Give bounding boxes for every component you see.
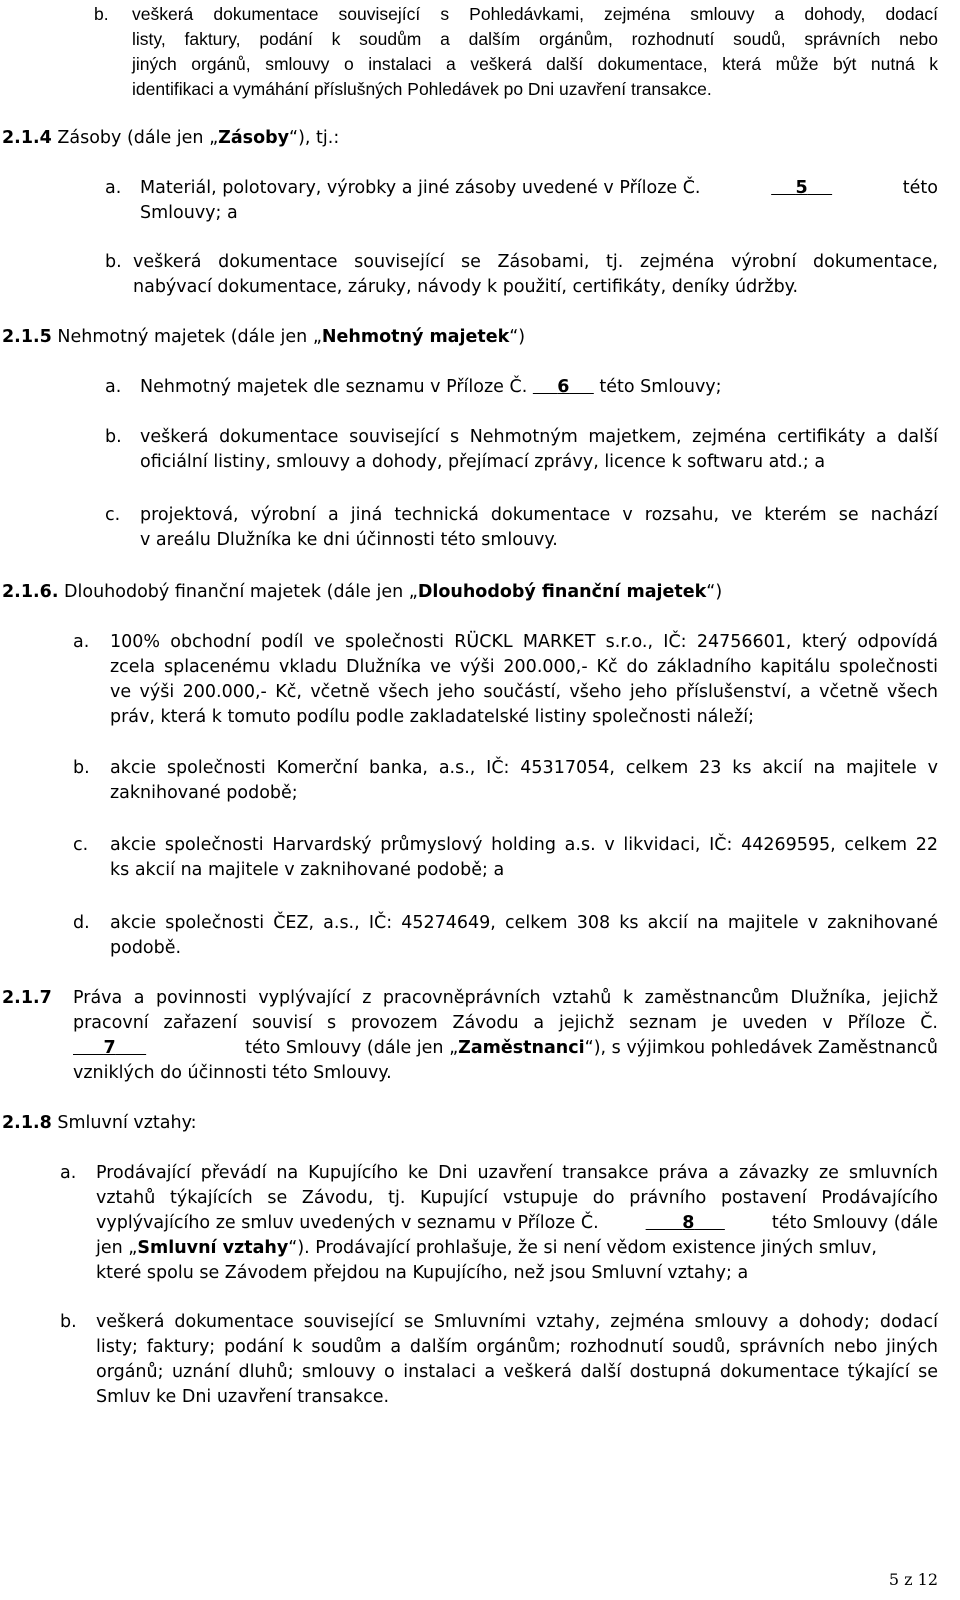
annex-number-blank: 7 — [103, 1038, 116, 1058]
text-line: listy, faktury, podání k soudům a dalším orgánům, rozhodnutí soudů, správních nebo — [132, 29, 938, 49]
list-item-2-1-4-a: a. Materiál, polotovary, výrobky a jiné zásoby uvedené v Příloze Č. 5 této Smlouvy; a — [105, 176, 938, 226]
section-number: 2.1.8 — [2, 1113, 52, 1133]
section-number: 2.1.7 — [2, 988, 52, 1008]
text-line: veškerá dokumentace související se Zásobami, tj. zejména výrobní dokumentace, — [133, 252, 938, 272]
text-line: akcie společnosti Komerční banka, a.s., IČ: 45317054, celkem 23 ks akcií na majitele v — [110, 758, 938, 778]
section-heading-2-1-4: 2.1.4 Zásoby (dále jen „Zásoby“), tj.: — [2, 128, 340, 148]
text-line: oficiální listiny, smlouvy a dohody, přejímací zprávy, licence k softwaru atd.; a — [140, 452, 826, 472]
list-item-2-1-6-a — [73, 630, 938, 730]
defined-term: Nehmotný majetek — [321, 327, 510, 347]
section-heading-2-1-6: 2.1.6. Dlouhodobý finanční majetek (dále jen „Dlouhodobý finanční majetek“) — [2, 582, 723, 602]
annex-number-blank: 5 — [795, 178, 808, 198]
text-line: nabývací dokumentace, záruky, návody k použití, certifikáty, deníky údržby. — [133, 277, 799, 297]
list-item-2-1-5-a: a. Nehmotný majetek dle seznamu v Příloze Č. 6 této Smlouvy; — [105, 375, 938, 400]
defined-term: Smluvní vztahy — [137, 1238, 289, 1258]
item-label: a. — [105, 377, 122, 397]
item-label: a. — [73, 632, 90, 652]
text-line: které spolu se Závodem přejdou na Kupujícího, než jsou Smluvní vztahy; a — [96, 1263, 749, 1283]
text-line: 100% obchodní podíl ve společnosti RÜCKL MARKET s.r.o., IČ: 24756601, který odpovídá — [110, 632, 938, 652]
annex-number-blank: 6 — [557, 377, 570, 397]
text-line: podobě. — [110, 938, 182, 958]
text-line: jiných orgánů, smlouvy o instalaci a veškerá další dokumentace, která může být nutná k — [132, 54, 938, 74]
section-heading-2-1-8: 2.1.8 Smluvní vztahy: — [2, 1113, 197, 1133]
section-number: 2.1.5 — [2, 327, 52, 347]
list-item-2-1-4-b — [105, 250, 938, 300]
list-item-2-1-6-c — [73, 833, 938, 883]
text-line: zaknihované podobě; — [110, 783, 298, 803]
text-line: v areálu Dlužníka ke dni účinnosti této smlouvy. — [140, 530, 558, 550]
item-label: a. — [105, 178, 122, 198]
section-number: 2.1.4 — [2, 128, 52, 148]
text-line: Smlouvy; a — [140, 203, 238, 223]
text-line: veškerá dokumentace související s Nehmotným majetkem, zejména certifikáty a další — [140, 427, 938, 447]
text-line: projektová, výrobní a jiná technická dokumentace v rozsahu, ve kterém se nachází — [140, 505, 938, 525]
list-item-2-1-5-b — [105, 425, 938, 475]
text-line: veškerá dokumentace související s Pohledávkami, zejména smlouvy a dohody, dodací — [132, 4, 938, 24]
annex-number-blank: 8 — [682, 1213, 695, 1233]
text-line: orgánů; uznání dluhů; smlouvy o instalaci a veškerá další dostupná dokumentace týkající se — [96, 1362, 938, 1382]
item-label: c. — [105, 505, 121, 525]
page-number: 5 z 12 — [888, 1570, 938, 1589]
text-line: pracovní zařazení souvisí s provozem Závodu a jejichž seznam je uveden v Příloze Č. — [73, 1013, 938, 1033]
item-label: d. — [73, 913, 90, 933]
item-label: a. — [60, 1163, 77, 1183]
section-number: 2.1.6. — [2, 582, 59, 602]
text-line: zcela splacenému vkladu Dlužníka ve výši 200.000,- Kč do základního kapitálu společnosti — [110, 657, 938, 677]
text-line: veškerá dokumentace související se Smluvními vztahy, zejména smlouvy a dohody; dodací — [96, 1312, 938, 1332]
item-label: b. — [60, 1312, 77, 1332]
list-item-2-1-8-a: a. Prodávající převádí na Kupujícího ke Dni uzavření transakce práva a závazky ze smluvních vztahů týkajících se Závodu, tj. Kupující vstupuje do právního postavení Prodávajícího vyplývajícího ze smluv uvedených v seznamu v Příloze Č. 8 této Smlouvy (dále jen „Smluvní vztahy“). Prodávající prohlašuje, že si není vědom existence jiných smluv, které spolu se Závodem přejdou na Kupujícího, než jsou Smluvní vztahy; a — [60, 1161, 938, 1286]
intro-item-b — [94, 2, 938, 102]
text-line: ks akcií na majitele v zaknihované podobě; a — [110, 860, 505, 880]
text-line: identifikaci a vymáhání příslušných Pohledávek po Dni uzavření transakce. — [132, 79, 712, 99]
text-line: Smluv ke Dni uzavření transakce. — [96, 1387, 390, 1407]
list-item-2-1-8-b — [60, 1310, 938, 1410]
text-line: práv, která k tomuto podílu podle zakladatelské listiny společnosti náleží; — [110, 707, 754, 727]
defined-term: Dlouhodobý finanční majetek — [417, 582, 707, 602]
item-label: c. — [73, 835, 89, 855]
section-heading-2-1-5: 2.1.5 Nehmotný majetek (dále jen „Nehmotný majetek“) — [2, 327, 526, 347]
text-line: vztahů týkajících se Závodu, tj. Kupující vstupuje do právního postavení Prodávajícího — [96, 1188, 938, 1208]
text-line: ve výši 200.000,- Kč, včetně všech jeho součástí, všeho jeho příslušenství, a včetně všech — [110, 682, 938, 702]
item-label: b. — [105, 427, 122, 447]
text-line: vzniklých do účinnosti této Smlouvy. — [73, 1063, 392, 1083]
text-line: Práva a povinnosti vyplývající z pracovněprávních vztahů k zaměstnancům Dlužníka, jejichž — [73, 988, 938, 1008]
text-line: Prodávající převádí na Kupujícího ke Dni uzavření transakce práva a závazky ze smluvních — [96, 1163, 938, 1183]
defined-term: Zaměstnanci — [458, 1038, 585, 1058]
text-line: listy; faktury; podání k soudům a dalším orgánům; rozhodnutí soudů, správních nebo jiných — [96, 1337, 938, 1357]
text-line: akcie společnosti Harvardský průmyslový holding a.s. v likvidaci, IČ: 44269595, celkem 22 — [110, 835, 938, 855]
item-label: b. — [105, 252, 122, 272]
text-line: akcie společnosti ČEZ, a.s., IČ: 45274649, celkem 308 ks akcií na majitele v zaknihované — [110, 913, 938, 933]
list-item-2-1-6-b — [73, 756, 938, 806]
section-2-1-7: 2.1.7 Práva a povinnosti vyplývající z pracovněprávních vztahů k zaměstnancům Dlužníka, jejichž pracovní zařazení souvisí s provozem Závodu a jejichž seznam je uveden v Příloze Č. 7 této Smlouvy (dále jen „Zaměstnanci“), s výjimkou pohledávek Zaměstnanců vzniklých do účinnosti této Smlouvy. — [2, 986, 938, 1086]
defined-term: Zásoby — [218, 128, 290, 148]
item-label: b. — [94, 4, 109, 24]
list-item-2-1-6-d — [73, 911, 938, 961]
list-item-2-1-5-c — [105, 503, 938, 553]
item-label: b. — [73, 758, 90, 778]
